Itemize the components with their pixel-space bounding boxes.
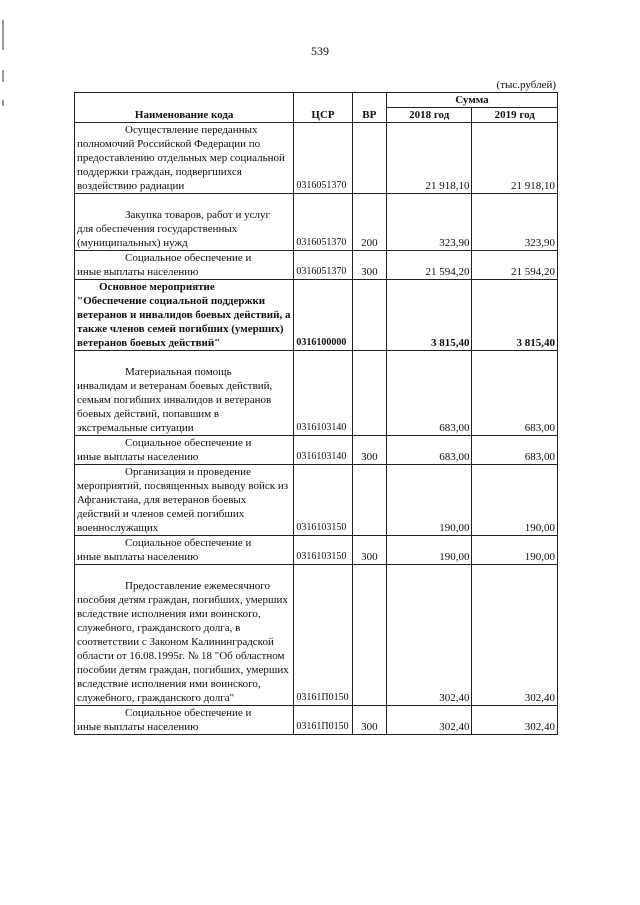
header-name: Наименование кода (75, 93, 294, 123)
row-csr: 0316103140 (294, 351, 352, 436)
row-2019: 3 815,40 (472, 280, 558, 351)
row-csr: 0316051370 (294, 251, 352, 280)
page-number: 539 (311, 44, 329, 58)
row-name: Материальная помощь инвалидам и ветеранам боевых действий, семьям погибших инвалидов и ветеранов боевых действий, попавшим в экстремальные ситуации (75, 351, 294, 436)
row-2019: 323,90 (472, 194, 558, 251)
row-2018: 3 815,40 (386, 280, 472, 351)
row-csr: 0316103140 (294, 436, 352, 465)
row-csr: 0316103150 (294, 465, 352, 536)
row-2018: 683,00 (386, 351, 472, 436)
row-csr: 0316100000 (294, 280, 352, 351)
row-2019: 190,00 (472, 465, 558, 536)
row-2019: 302,40 (472, 706, 558, 735)
row-2018: 323,90 (386, 194, 472, 251)
budget-table (74, 92, 558, 735)
row-2018: 21 594,20 (386, 251, 472, 280)
row-2019: 683,00 (472, 351, 558, 436)
row-name: Социальное обеспечение и иные выплаты населению (75, 706, 294, 735)
row-csr: 03161П0150 (294, 565, 352, 706)
row-name: Закупка товаров, работ и услуг для обеспечения государственных (муниципальных) нужд (75, 194, 294, 251)
row-2019: 683,00 (472, 436, 558, 465)
row-csr: 0316051370 (294, 123, 352, 194)
row-2018: 302,40 (386, 565, 472, 706)
scan-edge-mark (2, 100, 4, 106)
header-2018: 2018 год (386, 108, 472, 123)
row-2019: 21 918,10 (472, 123, 558, 194)
header-vr: ВР (352, 93, 386, 123)
row-name: Предоставление ежемесячного пособия детям граждан, погибших, умерших вследствие исполнения ими воинского, служебного, гражданского долга, в соответствии с Законом Калининградской области от 16.08.1995г. № 18 "Об областном пособии детям граждан, погибших, умерших вследствие исполнения ими воинского, служебного, гражданского долга" (75, 565, 294, 706)
row-csr: 0316051370 (294, 194, 352, 251)
row-vr (352, 351, 386, 436)
row-vr: 300 (352, 706, 386, 735)
header-csr: ЦСР (294, 93, 352, 123)
row-vr: 300 (352, 251, 386, 280)
row-vr: 200 (352, 194, 386, 251)
row-csr: 03161П0150 (294, 706, 352, 735)
row-vr (352, 123, 386, 194)
row-vr (352, 465, 386, 536)
row-name: Социальное обеспечение и иные выплаты населению (75, 251, 294, 280)
scan-edge-mark (2, 70, 4, 82)
row-2018: 683,00 (386, 436, 472, 465)
row-name: Социальное обеспечение и иные выплаты населению (75, 536, 294, 565)
table-row (75, 280, 558, 351)
table-row (75, 351, 558, 436)
header-sum: Сумма (386, 93, 557, 108)
unit-note: (тыс.рублей) (496, 79, 556, 91)
header-2019: 2019 год (472, 108, 558, 123)
row-2018: 21 918,10 (386, 123, 472, 194)
row-2018: 190,00 (386, 465, 472, 536)
row-2019: 302,40 (472, 565, 558, 706)
table-row (75, 565, 558, 706)
table-row (75, 194, 558, 251)
row-2018: 190,00 (386, 536, 472, 565)
row-2019: 190,00 (472, 536, 558, 565)
row-2019: 21 594,20 (472, 251, 558, 280)
row-vr (352, 565, 386, 706)
row-2018: 302,40 (386, 706, 472, 735)
table-row (75, 123, 558, 194)
row-name: Социальное обеспечение и иные выплаты населению (75, 436, 294, 465)
table-row (75, 465, 558, 536)
row-name: Основное мероприятие "Обеспечение социальной поддержки ветеранов и инвалидов боевых действий, а также членов семей погибших (умерших) ветеранов боевых действий" (75, 280, 294, 351)
row-vr: 300 (352, 436, 386, 465)
row-vr (352, 280, 386, 351)
table-row (75, 436, 558, 465)
table-row (75, 706, 558, 735)
table-row (75, 251, 558, 280)
row-vr: 300 (352, 536, 386, 565)
row-name: Осуществление переданных полномочий Российской Федерации по предоставлению отдельных мер социальной поддержки граждан, подвергшихся воздействию радиации (75, 123, 294, 194)
table-row (75, 536, 558, 565)
row-csr: 0316103150 (294, 536, 352, 565)
row-name: Организация и проведение мероприятий, посвященных выводу войск из Афганистана, для ветеранов боевых действий и членов семей погибших военнослужащих (75, 465, 294, 536)
